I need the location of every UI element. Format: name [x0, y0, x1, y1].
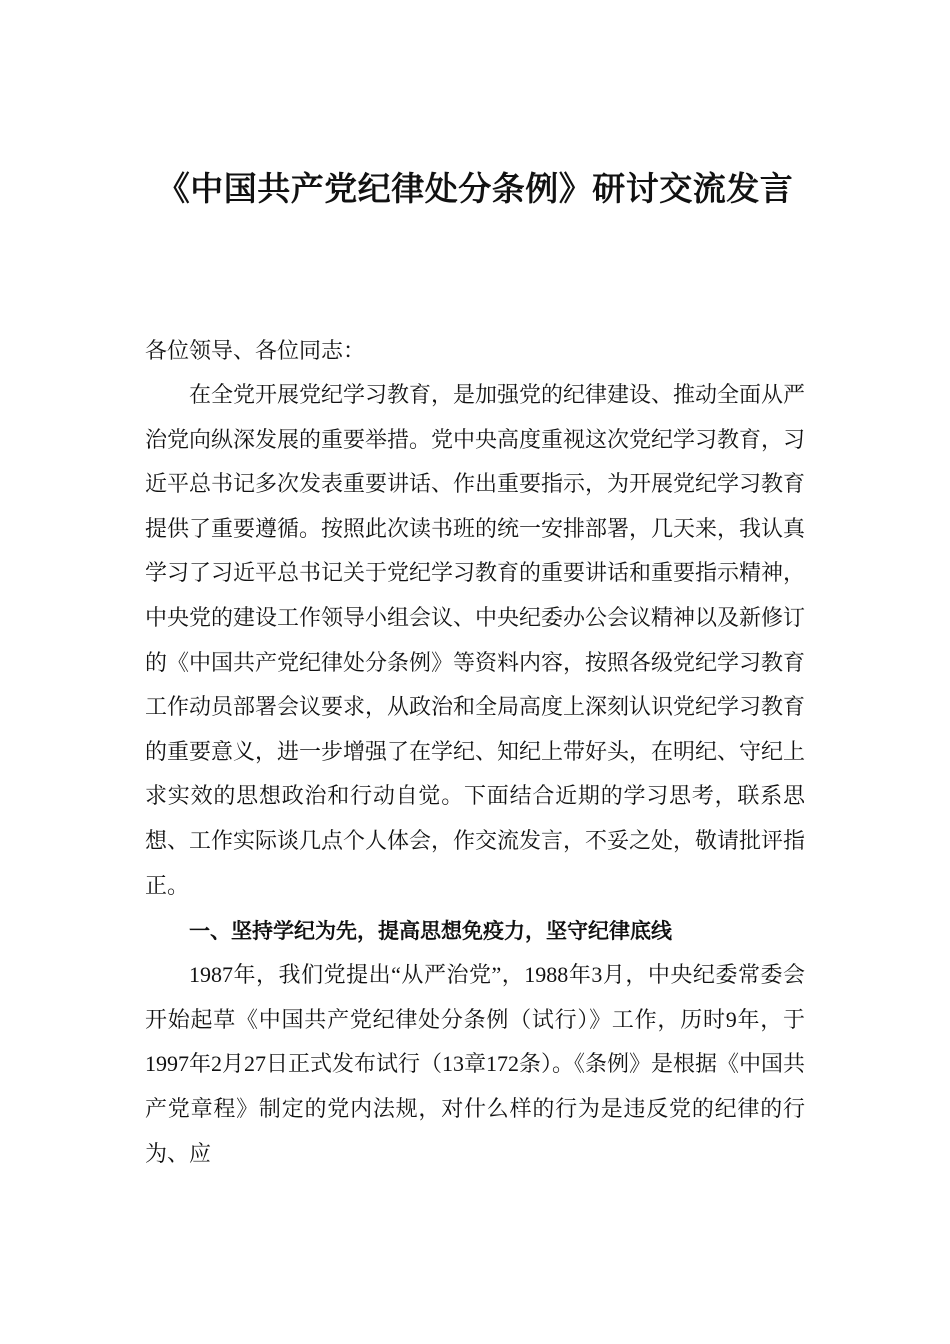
document-body [145, 330, 805, 1176]
intro-paragraph: 在全党开展党纪学习教育，是加强党的纪律建设、推动全面从严治党向纵深发展的重要举措。党中央高度重视这次党纪学习教育，习近平总书记多次发表重要讲话、作出重要指示，为开展党纪学习教育提供了重要遵循。按照此次读书班的统一安排部署，几天来，我认真学习了习近平总书记关于党纪学习教育的重要讲话和重要指示精神，中央党的建设工作领导小组会议、中央纪委办公会议精神以及新修订的《中国共产党纪律处分条例》等资料内容，按照各级党纪学习教育工作动员部署会议要求，从政治和全局高度上深刻认识党纪学习教育的重要意义，进一步增强了在学纪、知纪上带好头，在明纪、守纪上求实效的思想政治和行动自觉。下面结合近期的学习思考，联系思想、工作实际谈几点个人体会，作交流发言，不妥之处，敬请批评指正。 [145, 383, 806, 899]
salutation: 各位领导、各位同志： [145, 339, 366, 364]
section-heading-1: 一、坚持学纪为先，提高思想免疫力，坚守纪律底线 [189, 919, 672, 944]
document-title: 《中国共产党纪律处分条例》研讨交流发言 [156, 169, 794, 208]
section-1-paragraph: 1987年，我们党提出“从严治党”，1988年3月，中央纪委常委会开始起草《中国共产党纪律处分条例（试行）》工作，历时9年，于1997年2月27日正式发布试行（13章172条）。《条例》是根据《中国共产党章程》制定的党内法规，对什么样的行为是违反党的纪律的行为、应 [145, 962, 806, 1166]
